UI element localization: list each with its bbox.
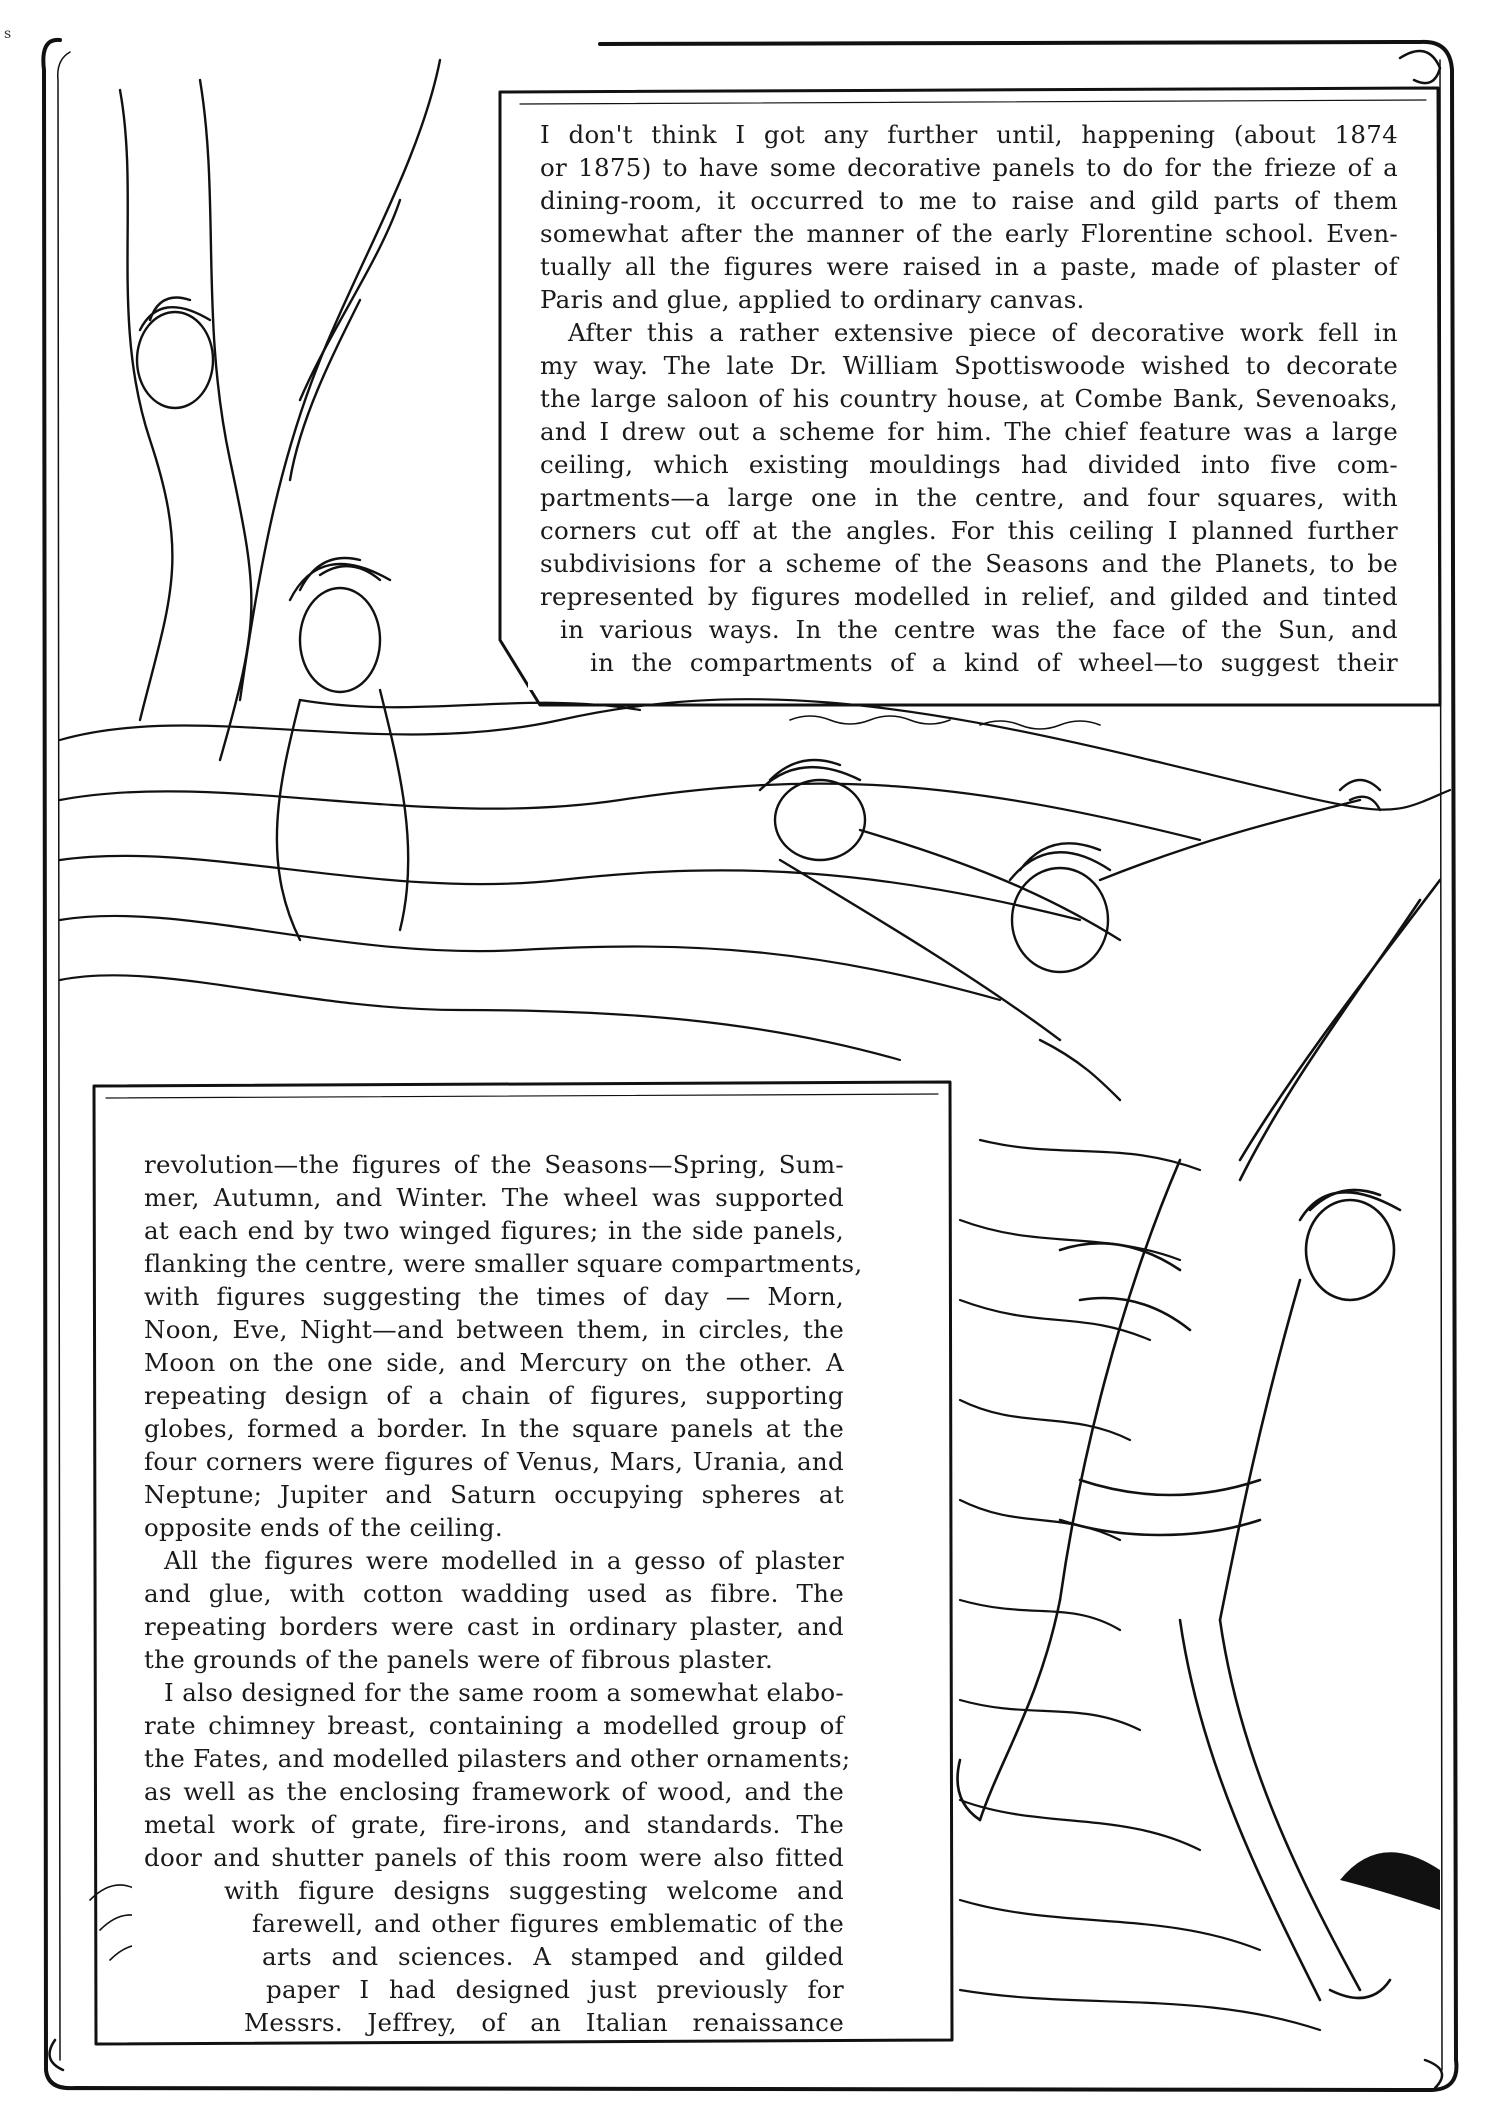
text-line: repeating borders were cast in ordinary plaster, and bbox=[144, 1612, 844, 1641]
text-line: Neptune; Jupiter and Saturn occupying spheres at bbox=[144, 1480, 844, 1509]
text-line: mer, Autumn, and Winter. The wheel was supported bbox=[144, 1183, 844, 1212]
text-line: my way. The late Dr. William Spottiswoode wished to decorate bbox=[540, 351, 1398, 380]
text-line: All the figures were modelled in a gesso of plaster bbox=[164, 1546, 844, 1575]
text-line: the large saloon of his country house, at Combe Bank, Sevenoaks, bbox=[540, 384, 1398, 413]
text-line: Noon, Eve, Night—and between them, in circles, the bbox=[144, 1315, 844, 1344]
text-line: in the compartments of a kind of wheel—to suggest their bbox=[590, 648, 1398, 677]
text-line: and I drew out a scheme for him. The chief feature was a large bbox=[540, 417, 1398, 446]
text-line: globes, formed a border. In the square panels at the bbox=[144, 1414, 844, 1443]
bottom-text-column bbox=[144, 1148, 863, 2039]
text-line: dining-room, it occurred to me to raise and gild parts of them bbox=[540, 186, 1398, 215]
text-line: arts and sciences. A stamped and gilded bbox=[262, 1942, 844, 1971]
text-line: the grounds of the panels were of fibrous plaster. bbox=[144, 1645, 774, 1674]
text-line: repeating design of a chain of figures, supporting bbox=[144, 1381, 844, 1410]
text-line: partments—a large one in the centre, and four squares, with bbox=[540, 483, 1398, 512]
text-line: Paris and glue, applied to ordinary canvas. bbox=[540, 285, 1085, 314]
text-line: represented by figures modelled in relief, and gilded and tinted bbox=[540, 582, 1398, 611]
text-line: flanking the centre, were smaller square compartments, bbox=[144, 1249, 863, 1278]
text-line: the Fates, and modelled pilasters and other ornaments; bbox=[144, 1744, 851, 1773]
text-line: at each end by two winged figures; in the side panels, bbox=[144, 1216, 844, 1245]
text-line: tually all the figures were raised in a paste, made of plaster of bbox=[540, 252, 1398, 281]
text-line: somewhat after the manner of the early Florentine school. Even- bbox=[540, 219, 1398, 248]
text-line: ceiling, which existing mouldings had divided into five com- bbox=[540, 450, 1398, 479]
text-line: corners cut off at the angles. For this ceiling I planned further bbox=[540, 516, 1398, 545]
text-line: as well as the enclosing framework of wood, and the bbox=[144, 1777, 844, 1806]
text-line: or 1875) to have some decorative panels to do for the frieze of a bbox=[540, 153, 1398, 182]
corner-mark: s bbox=[4, 26, 12, 42]
text-line: door and shutter panels of this room were also fitted bbox=[144, 1843, 844, 1872]
text-line: I also designed for the same room a somewhat elabo- bbox=[164, 1678, 844, 1707]
text-line: and glue, with cotton wadding used as fibre. The bbox=[144, 1579, 844, 1608]
text-line: opposite ends of the ceiling. bbox=[144, 1513, 503, 1542]
text-line: four corners were figures of Venus, Mars, Urania, and bbox=[144, 1447, 844, 1476]
text-line: subdivisions for a scheme of the Seasons and the Planets, to be bbox=[540, 549, 1398, 578]
text-line: in various ways. In the centre was the face of the Sun, and bbox=[560, 615, 1398, 644]
text-line: farewell, and other figures emblematic of the bbox=[252, 1909, 844, 1938]
text-line: with figure designs suggesting welcome and bbox=[224, 1876, 844, 1905]
text-line: rate chimney breast, containing a modelled group of bbox=[144, 1711, 844, 1740]
top-text-column bbox=[540, 118, 1398, 679]
text-line: paper I had designed just previously for bbox=[266, 1975, 844, 2004]
text-line: revolution—the figures of the Seasons—Spring, Sum- bbox=[144, 1150, 844, 1179]
text-line: Moon on the one side, and Mercury on the other. A bbox=[144, 1348, 844, 1377]
text-line: with figures suggesting the times of day — Morn, bbox=[144, 1282, 844, 1311]
text-line: After this a rather extensive piece of decorative work fell in bbox=[568, 318, 1398, 347]
text-line: I don't think I got any further until, happening (about 1874 bbox=[540, 120, 1398, 149]
text-line: metal work of grate, fire-irons, and standards. The bbox=[144, 1810, 844, 1839]
text-line: Messrs. Jeffrey, of an Italian renaissance bbox=[244, 2008, 844, 2037]
